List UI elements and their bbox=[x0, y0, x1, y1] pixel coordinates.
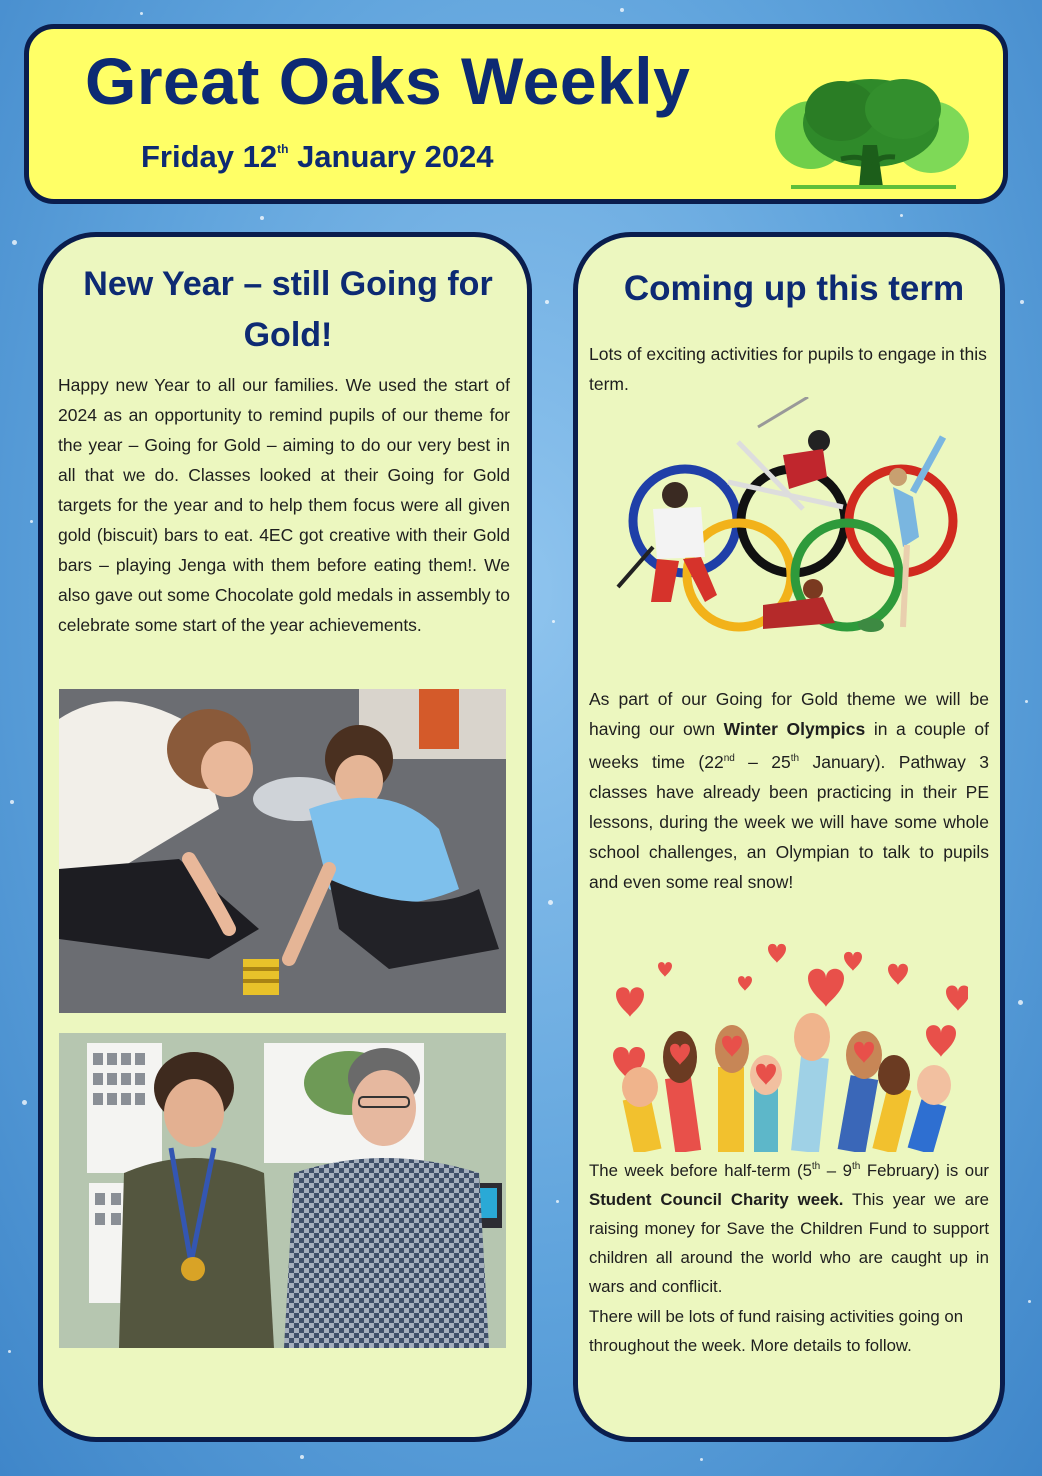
newsletter-date: Friday 12th January 2024 bbox=[141, 139, 494, 174]
winter-olympics-rings-illustration bbox=[613, 397, 968, 667]
newsletter-title: Great Oaks Weekly bbox=[85, 44, 691, 118]
new-year-heading: New Year – still Going for Gold! bbox=[83, 265, 493, 354]
coming-up-heading: Coming up this term bbox=[623, 269, 965, 308]
raised-hands-hearts-illustration bbox=[608, 937, 968, 1152]
charity-week-paragraph: The week before half-term (5th – 9th February) is our Student Council Charity week. This year we are raising money for Save the Children Fund to support children all around the world who are caught up in wars and conflicit. bbox=[589, 1161, 989, 1296]
oak-tree-icon bbox=[771, 75, 971, 195]
students-playing-jenga-photo bbox=[59, 689, 506, 1013]
new-year-paragraph: Happy new Year to all our families. We used the start of 2024 as an opportunity to remind pupils of our theme for the year – Going for Gold – aiming to do our very best in all that we do. Classes looked at their Going for Gold targets for the year and to help them focus were all given gold (biscuit) bars to eat. 4EC got creative with their Gold bars – playing Jenga with them before eating them!. We also gave out some Chocolate gold medals in assembly to celebrate some start of the year achievements. bbox=[58, 375, 510, 635]
coming-up-panel bbox=[573, 232, 1005, 1442]
pupil-with-medal-photo bbox=[59, 1033, 506, 1348]
fundraising-paragraph: There will be lots of fund raising activities going on throughout the week. More details to follow. bbox=[589, 1307, 964, 1355]
winter-olympics-paragraph: As part of our Going for Gold theme we will be having our own Winter Olympics in a couple of weeks time (22nd – 25th January). Pathway 3 classes have already been practicing in their PE lessons, during the week we will have some whole school challenges, an Olympian to talk to pupils and even some real snow! bbox=[589, 689, 989, 892]
newsletter-header bbox=[24, 24, 1008, 204]
coming-up-intro: Lots of exciting activities for pupils to engage in this term. bbox=[589, 344, 987, 394]
new-year-panel bbox=[38, 232, 532, 1442]
